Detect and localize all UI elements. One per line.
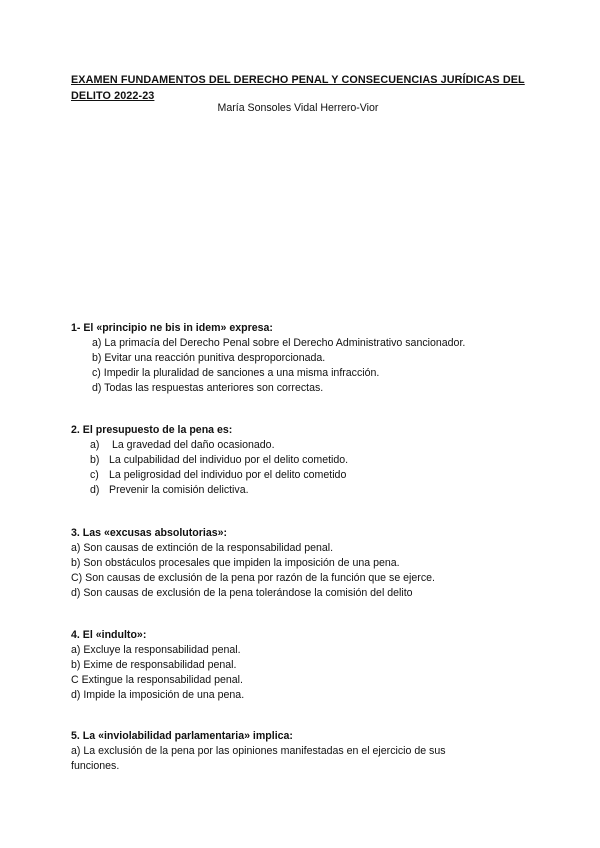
option-text: Prevenir la comisión delictiva. xyxy=(109,484,249,496)
option-b: b) Evitar una reacción punitiva desproporcionada. xyxy=(92,352,326,364)
question-heading: 3. Las «excusas absolutorias»: xyxy=(71,527,228,539)
option-a xyxy=(71,438,541,453)
option-text: La culpabilidad del individuo por el delito cometido. xyxy=(109,454,349,466)
option-text: La gravedad del daño ocasionado. xyxy=(111,439,275,451)
option-c: C Extingue la responsabilidad penal. xyxy=(71,674,243,686)
option-d: d) Impide la imposición de una pena. xyxy=(71,689,245,701)
question-2 xyxy=(71,423,541,498)
option-d xyxy=(71,483,541,498)
option-text: La peligrosidad del individuo por el delito cometido xyxy=(109,469,347,481)
option-a: a) La primacía del Derecho Penal sobre el Derecho Administrativo sancionador. xyxy=(92,337,466,349)
option-a: a) Son causas de extinción de la responsabilidad penal. xyxy=(71,542,334,554)
exam-title: EXAMEN FUNDAMENTOS DEL DERECHO PENAL Y CONSECUENCIAS JURÍDICAS DEL DELITO 2022-23 xyxy=(71,74,525,102)
option-b: b) Exime de responsabilidad penal. xyxy=(71,659,237,671)
option-a: a) Excluye la responsabilidad penal. xyxy=(71,644,241,656)
question-1 xyxy=(71,321,541,396)
question-3 xyxy=(71,526,541,601)
option-c: C) Son causas de exclusión de la pena por razón de la función que se ejerce. xyxy=(71,572,435,584)
question-heading: 5. La «inviolabilidad parlamentaria» implica: xyxy=(71,730,293,742)
question-heading: 2. El presupuesto de la pena es: xyxy=(71,424,233,436)
option-label: d) xyxy=(90,484,100,496)
option-label: a) xyxy=(90,439,100,451)
option-c xyxy=(71,468,541,483)
option-b: b) Son obstáculos procesales que impiden la imposición de una pena. xyxy=(71,557,400,569)
question-heading: 1- El «principio ne bis in idem» expresa: xyxy=(71,322,273,334)
option-d: d) Todas las respuestas anteriores son correctas. xyxy=(92,382,324,394)
question-5 xyxy=(71,729,481,774)
question-heading: 4. El «indulto»: xyxy=(71,629,147,641)
question-4 xyxy=(71,628,541,703)
author-name: María Sonsoles Vidal Herrero-Vior xyxy=(217,102,379,114)
option-label: b) xyxy=(90,454,100,466)
option-a: a) La exclusión de la pena por las opiniones manifestadas en el ejercicio de sus funciones. xyxy=(71,745,446,772)
option-c: c) Impedir la pluralidad de sanciones a una misma infracción. xyxy=(92,367,380,379)
option-label: c) xyxy=(90,469,99,481)
option-b xyxy=(71,453,541,468)
option-d: d) Son causas de exclusión de la pena tolerándose la comisión del delito xyxy=(71,587,413,599)
